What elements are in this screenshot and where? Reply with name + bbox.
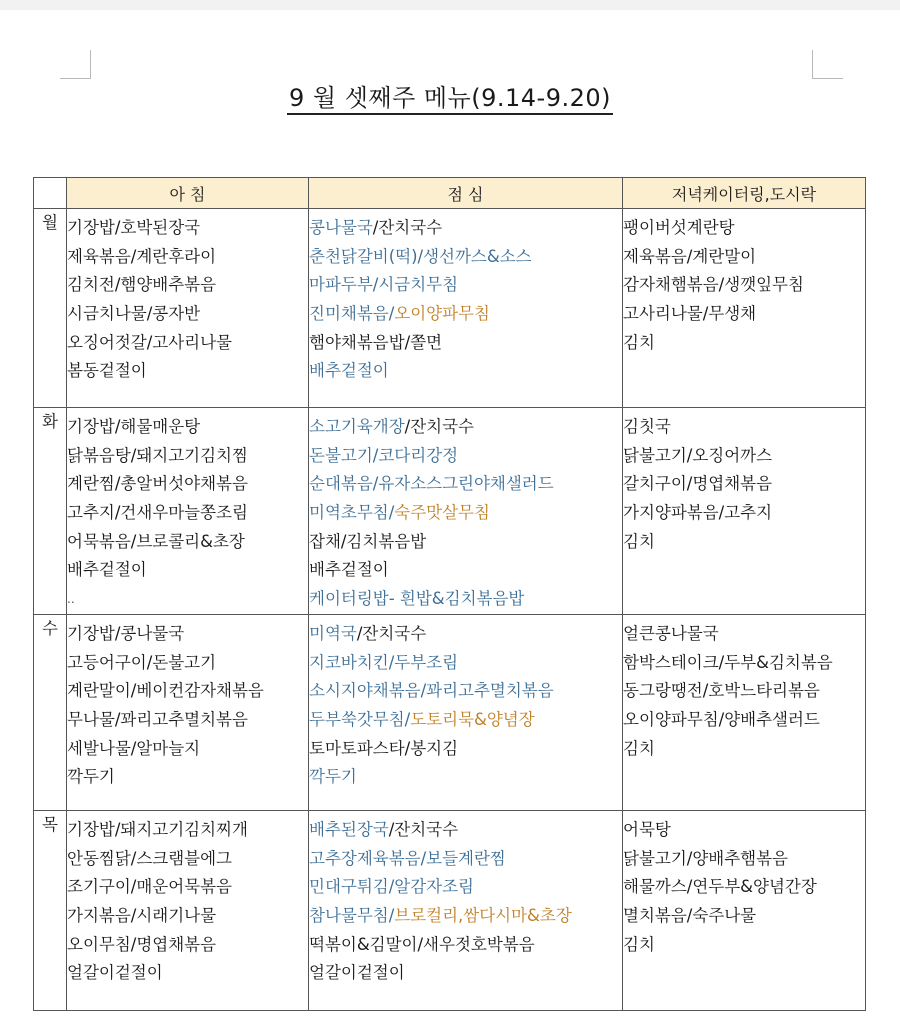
menu-item: 얼큰콩나물국 xyxy=(623,623,719,643)
menu-item xyxy=(309,763,622,792)
menu-item: 고사리나물/무생채 xyxy=(623,304,757,324)
menu-item: 기장밥/해물매운탕 xyxy=(67,417,201,436)
menu-item: 기장밥/콩나물국 xyxy=(67,623,185,643)
menu-item xyxy=(309,677,622,706)
menu-item: 어묵볶음/브로콜리&초장 xyxy=(67,531,245,551)
menu-item: 김치 xyxy=(623,531,655,551)
menu-item-part: 고추장제육볶음/보들계란찜 xyxy=(309,848,506,868)
menu-item: 팽이버섯계란탕 xyxy=(623,218,735,237)
menu-item-part: 콩나물국 xyxy=(309,218,373,237)
menu-item: 깍두기 xyxy=(67,767,115,787)
page-title-text: 9 월 셋째주 메뉴(9.14-9.20) xyxy=(287,84,613,115)
menu-item-part: 도토리묵&양념장 xyxy=(410,709,535,729)
menu-item: 배추겉절이 xyxy=(67,560,147,580)
menu-item-part: 배추된장국 xyxy=(309,819,389,839)
menu-item xyxy=(309,271,622,300)
menu-item xyxy=(309,442,622,471)
menu-item-part: 소시지야채볶음/꽈리고추멸치볶음 xyxy=(309,681,554,701)
menu-item-part: /잔치국수 xyxy=(404,417,474,436)
menu-item xyxy=(309,649,622,678)
menu-item-part: /잔치국수 xyxy=(388,819,459,839)
menu-item: 갈치구이/명엽채볶음 xyxy=(623,474,773,494)
day-row xyxy=(34,810,866,1010)
day-row xyxy=(34,408,866,615)
lunch-cell xyxy=(309,810,623,1010)
menu-item xyxy=(309,620,622,649)
menu-item-part: 두부쑥갓무침/ xyxy=(309,709,411,729)
menu-item-part: /잔치국수 xyxy=(356,623,427,643)
menu-item xyxy=(309,300,622,329)
menu-item-part: 소고기육개장 xyxy=(309,417,405,436)
page-corner-mark-left xyxy=(60,50,91,79)
menu-item: 동그랑땡전/호박느타리볶음 xyxy=(623,681,820,701)
menu-item: 조기구이/매운어묵볶음 xyxy=(67,877,232,897)
lunch-cell xyxy=(309,408,623,615)
menu-item-part: 오이양파무침 xyxy=(394,304,490,324)
breakfast-cell xyxy=(67,209,309,408)
breakfast-cell xyxy=(67,810,309,1010)
top-bar xyxy=(0,0,900,10)
menu-item xyxy=(309,556,622,585)
header-lunch: 점 심 xyxy=(309,178,623,209)
menu-item xyxy=(309,706,622,735)
menu-item xyxy=(309,214,622,243)
header-breakfast: 아 침 xyxy=(67,178,309,209)
menu-item xyxy=(309,873,622,902)
menu-item xyxy=(309,357,622,386)
day-label: 목 xyxy=(34,810,67,1010)
menu-item: 무나물/꽈리고추멸치볶음 xyxy=(67,709,248,729)
menu-item: .. xyxy=(67,592,75,607)
menu-item: 닭불고기/오징어까스 xyxy=(623,445,773,465)
menu-item-part: 잡채/김치볶음밥 xyxy=(309,531,427,551)
menu-item: 가지볶음/시래기나물 xyxy=(67,905,217,925)
menu-item-part: 숙주맛살무침 xyxy=(394,503,490,523)
menu-item: 김치 xyxy=(623,332,655,352)
dinner-cell xyxy=(623,408,866,615)
menu-item-part: 미역국 xyxy=(309,623,357,643)
menu-item: 멸치볶음/숙주나물 xyxy=(623,905,757,925)
menu-item: 고등어구이/돈불고기 xyxy=(67,652,217,672)
menu-item-part: 배추겉절이 xyxy=(309,361,389,381)
menu-item: 닭볶음탕/돼지고기김치찜 xyxy=(67,445,248,465)
lunch-cell xyxy=(309,209,623,408)
menu-item xyxy=(309,735,622,764)
menu-item-part: 진미채볶음/ xyxy=(309,304,395,324)
menu-item: 해물까스/연두부&양념간장 xyxy=(623,877,817,897)
menu-item-part: 춘천닭갈비(떡)/생선까스&소스 xyxy=(309,246,532,266)
breakfast-cell xyxy=(67,614,309,810)
menu-item-part: /잔치국수 xyxy=(372,218,443,237)
menu-item-part: 떡볶이&김말이/새우젓호박볶음 xyxy=(309,934,535,954)
menu-item: 계란찜/총알버섯야채볶음 xyxy=(67,474,248,494)
menu-item-part: 깍두기 xyxy=(309,767,357,787)
menu-item: 가지양파볶음/고추지 xyxy=(623,503,773,523)
menu-item: 감자채햄볶음/생깻잎무침 xyxy=(623,275,804,295)
day-label: 화 xyxy=(34,408,67,615)
menu-item xyxy=(309,902,622,931)
breakfast-cell xyxy=(67,408,309,615)
dinner-cell xyxy=(623,209,866,408)
menu-item: 세발나물/알마늘지 xyxy=(67,738,201,758)
page-corner-mark-right xyxy=(812,50,843,79)
lunch-cell xyxy=(309,614,623,810)
menu-item: 오이무침/명엽채볶음 xyxy=(67,934,217,954)
menu-item: 봄동겉절이 xyxy=(67,361,147,381)
menu-item xyxy=(309,470,622,499)
menu-item-part: 돈불고기/코다리강정 xyxy=(309,445,459,465)
menu-item-part: 마파두부/시금치무침 xyxy=(309,275,459,295)
menu-item xyxy=(309,413,622,442)
menu-table xyxy=(33,177,866,1011)
menu-item-part: 브로컬리,쌈다시마&초장 xyxy=(394,905,572,925)
header-row xyxy=(34,178,866,209)
dinner-cell xyxy=(623,614,866,810)
menu-item: 시금치나물/콩자반 xyxy=(67,304,201,324)
menu-item xyxy=(309,499,622,528)
menu-item: 제육볶음/계란후라이 xyxy=(67,246,217,266)
menu-item-part: 배추겉절이 xyxy=(309,560,389,580)
menu-item: 함박스테이크/두부&김치볶음 xyxy=(623,652,833,672)
menu-item: 김치 xyxy=(623,738,655,758)
menu-item: 제육볶음/계란말이 xyxy=(623,246,757,266)
menu-item-part: 햄야채볶음밥/쫄면 xyxy=(309,332,443,352)
menu-item-part: 얼갈이겉절이 xyxy=(309,963,405,983)
menu-item xyxy=(309,585,622,614)
day-label: 수 xyxy=(34,614,67,810)
menu-item-part: 참나물무침/ xyxy=(309,905,395,925)
day-label: 월 xyxy=(34,209,67,408)
menu-item xyxy=(309,959,622,988)
menu-item-part: 지코바치킨/두부조림 xyxy=(309,652,459,672)
menu-item: 김칫국 xyxy=(623,417,671,436)
menu-item: 안동찜닭/스크램블에그 xyxy=(67,848,232,868)
menu-item-part: 순대볶음/유자소스그린야채샐러드 xyxy=(309,474,554,494)
day-row xyxy=(34,209,866,408)
menu-item: 어묵탕 xyxy=(623,819,671,839)
menu-item: 김치전/햄양배추볶음 xyxy=(67,275,217,295)
header-dinner: 저녁케이터링,도시락 xyxy=(623,178,866,209)
day-row xyxy=(34,614,866,810)
menu-item: 기장밥/호박된장국 xyxy=(67,218,201,237)
menu-item: 김치 xyxy=(623,934,655,954)
dinner-cell xyxy=(623,810,866,1010)
menu-item xyxy=(309,931,622,960)
menu-item-part: 미역초무침/ xyxy=(309,503,395,523)
menu-item xyxy=(309,845,622,874)
menu-item: 계란말이/베이컨감자채볶음 xyxy=(67,681,264,701)
menu-item: 닭불고기/양배추햄볶음 xyxy=(623,848,788,868)
menu-item xyxy=(309,329,622,358)
menu-item: 고추지/건새우마늘쫑조림 xyxy=(67,503,248,523)
menu-item: 오징어젓갈/고사리나물 xyxy=(67,332,232,352)
menu-item-part: 민대구튀김/알감자조림 xyxy=(309,877,474,897)
menu-item: 오이양파무침/양배추샐러드 xyxy=(623,709,820,729)
menu-item: 얼갈이겉절이 xyxy=(67,963,163,983)
menu-item-part: 토마토파스타/봉지김 xyxy=(309,738,459,758)
menu-item xyxy=(309,528,622,557)
page-title xyxy=(0,78,900,113)
menu-body xyxy=(34,209,866,1011)
header-day xyxy=(34,178,67,209)
menu-item-part: 케이터링밥- 흰밥&김치볶음밥 xyxy=(309,589,525,609)
menu-item: 기장밥/돼지고기김치찌개 xyxy=(67,819,248,839)
menu-item xyxy=(309,243,622,272)
menu-item xyxy=(309,816,622,845)
